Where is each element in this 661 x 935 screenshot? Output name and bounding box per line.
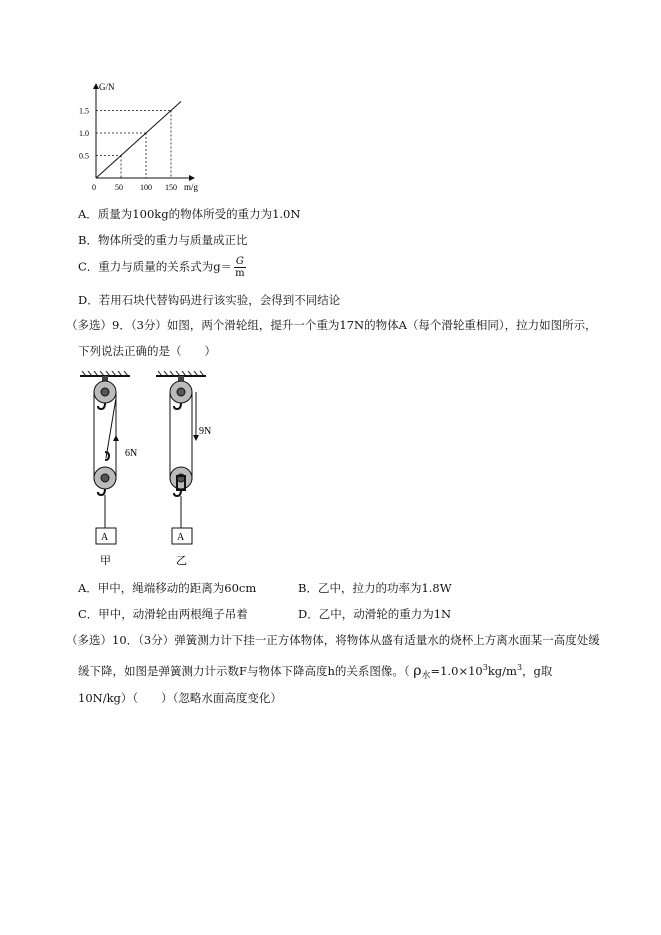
yi-movable-pulley bbox=[170, 467, 192, 496]
q9-option-a: A．甲中，绳端移动的距离为60cm bbox=[78, 581, 257, 595]
density-value: =1.0×10 bbox=[430, 663, 483, 678]
x-tick-label: 50 bbox=[115, 183, 123, 192]
q10-stem-line1: （多选）10．（3分）弹簧测力计下挂一正方体物体，将物体从盛有适量水的烧杯上方离水面某一高度处缓 bbox=[66, 633, 600, 647]
density-exponent: 3 bbox=[482, 663, 488, 672]
x-tick-label: 150 bbox=[165, 183, 177, 192]
yi-fixed-pulley bbox=[170, 376, 192, 409]
y-tick-label: 1.0 bbox=[79, 129, 89, 138]
q8-option-c bbox=[78, 256, 246, 279]
q8-option-c-text: C．重力与质量的关系式为g＝ bbox=[78, 259, 233, 274]
yi-caption: 乙 bbox=[176, 555, 187, 567]
fraction-denominator: m bbox=[235, 268, 245, 279]
y-tick-label: 0.5 bbox=[79, 151, 89, 161]
q9-stem-line1: （多选）9．（3分）如图，两个滑轮组，提升一个重为17N的物体A（每个滑轮重相同），拉力如图所示， bbox=[66, 318, 597, 332]
pulley-figure bbox=[72, 368, 232, 578]
jia-block-label: A bbox=[101, 532, 109, 543]
jia-caption: 甲 bbox=[100, 555, 111, 567]
unit-exponent: 3 bbox=[516, 663, 523, 672]
x-tick-label: 100 bbox=[140, 183, 152, 192]
gravity-mass-graph bbox=[74, 78, 214, 196]
ceiling-jia bbox=[80, 371, 130, 376]
q8-option-d: D．若用石块代替钩码进行该实验，会得到不同结论 bbox=[78, 293, 341, 307]
jia-fixed-pulley bbox=[94, 376, 116, 409]
q10-stem-line3: 10N/kg）（ ）（忽略水面高度变化） bbox=[78, 691, 282, 705]
g-m-line bbox=[96, 102, 181, 179]
rho-subscript: 水 bbox=[421, 671, 431, 682]
q9-option-b: B．乙中，拉力的功率为1.8W bbox=[298, 581, 452, 595]
rho-symbol: ρ bbox=[413, 662, 422, 679]
y-axis-label: G/N bbox=[99, 82, 115, 92]
x-axis-label: m/g bbox=[184, 182, 199, 192]
q8-option-b: B．物体所受的重力与质量成正比 bbox=[78, 233, 248, 247]
q8-option-a: A．质量为100kg的物体所受的重力为1.0N bbox=[78, 207, 301, 221]
jia-movable-pulley bbox=[94, 452, 116, 495]
yi-block-label: A bbox=[177, 532, 185, 543]
jia-force-label: 6N bbox=[125, 448, 138, 459]
origin-label: 0 bbox=[92, 183, 96, 192]
y-tick-label: 1.5 bbox=[79, 106, 89, 116]
fraction-numerator: G bbox=[235, 256, 244, 267]
density-unit: kg/m bbox=[487, 663, 517, 678]
q9-option-d: D．乙中，动滑轮的重力为1N bbox=[298, 607, 452, 621]
q10-stem-line2 bbox=[78, 660, 552, 684]
g-over-m-fraction bbox=[234, 256, 245, 279]
q9-option-c: C．甲中，动滑轮由两根绳子吊着 bbox=[78, 607, 248, 621]
q10-line2-text: 缓下降，如图是弹簧测力计示数F与物体下降高度h的关系图像。（ bbox=[78, 663, 410, 678]
q9-stem-line2: 下列说法正确的是（ ） bbox=[78, 344, 216, 358]
ceiling-yi bbox=[156, 371, 206, 376]
q10-line2-tail: ，g取 bbox=[522, 663, 553, 678]
yi-force-label: 9N bbox=[199, 426, 212, 437]
